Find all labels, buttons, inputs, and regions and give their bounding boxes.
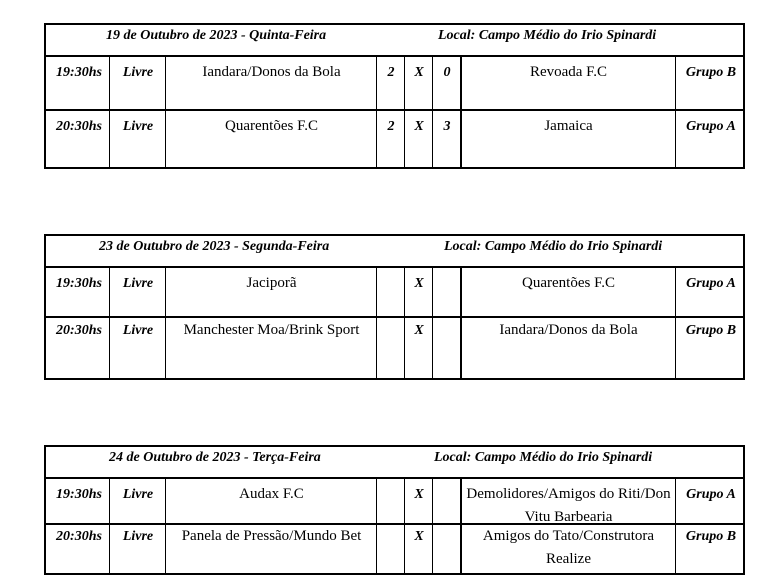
column-line: [404, 57, 405, 167]
column-line: [109, 268, 110, 378]
match-group: Grupo A: [686, 487, 736, 502]
match-category: Livre: [122, 119, 154, 134]
column-line: [165, 57, 166, 167]
home-team: Quarentões F.C: [225, 118, 318, 134]
away-team: Amigos do Tato/Construtora Realize: [482, 528, 655, 567]
column-line: [109, 479, 110, 573]
column-line: [109, 57, 110, 167]
row-divider: [46, 316, 743, 318]
versus-mark: X: [414, 65, 424, 80]
match-group: Grupo B: [685, 529, 737, 544]
home-team: Jaciporã: [246, 275, 297, 291]
column-line: [376, 57, 377, 167]
column-line: [675, 57, 676, 167]
schedule-block-3: [44, 445, 745, 575]
versus-mark: X: [414, 487, 424, 502]
match-date: 19 de Outubro de 2023 - Quinta-Feira: [106, 28, 327, 43]
home-team: Audax F.C: [239, 486, 304, 502]
home-score: 2: [387, 65, 395, 80]
away-team: Quarentões F.C: [522, 275, 615, 291]
column-line: [432, 57, 433, 167]
versus-mark: X: [414, 529, 424, 544]
away-team: Demolidores/Amigos do Riti/Don Vitu Barbearia: [466, 486, 671, 525]
match-group: Grupo B: [685, 65, 737, 80]
column-line: [376, 268, 377, 378]
block-header: [46, 447, 743, 479]
schedule-block-2: [44, 234, 745, 380]
column-line: [165, 268, 166, 378]
home-team: Manchester Moa/Brink Sport: [183, 322, 360, 338]
match-time: 20:30hs: [56, 323, 102, 338]
home-team: Panela de Pressão/Mundo Bet: [181, 528, 362, 544]
column-line: [675, 268, 676, 378]
match-date: 24 de Outubro de 2023 - Terça-Feira: [109, 450, 321, 465]
column-line: [432, 479, 433, 573]
versus-mark: X: [414, 119, 424, 134]
row-divider: [46, 109, 743, 111]
match-category: Livre: [122, 276, 154, 291]
column-line: [675, 479, 676, 573]
match-location: Local: Campo Médio do Irio Spinardi: [438, 28, 657, 43]
away-score: 0: [443, 65, 451, 80]
match-category: Livre: [122, 529, 154, 544]
away-team: Iandara/Donos da Bola: [499, 322, 638, 338]
versus-mark: X: [414, 276, 424, 291]
schedule-block-1: [44, 23, 745, 169]
match-location: Local: Campo Médio do Irio Spinardi: [444, 239, 663, 254]
home-score: 2: [387, 119, 395, 134]
match-category: Livre: [122, 487, 154, 502]
column-line: [432, 268, 433, 378]
away-score: 3: [443, 119, 451, 134]
match-location: Local: Campo Médio do Irio Spinardi: [434, 450, 653, 465]
column-line: [376, 479, 377, 573]
column-line: [404, 479, 405, 573]
match-time: 19:30hs: [56, 487, 102, 502]
match-category: Livre: [122, 323, 154, 338]
match-category: Livre: [122, 65, 154, 80]
match-time: 19:30hs: [56, 65, 102, 80]
block-header: [46, 236, 743, 268]
match-group: Grupo B: [685, 323, 737, 338]
match-date: 23 de Outubro de 2023 - Segunda-Feira: [99, 239, 330, 254]
away-team: Revoada F.C: [529, 64, 608, 80]
away-team: Jamaica: [544, 118, 593, 134]
column-line: [165, 479, 166, 573]
home-team: Iandara/Donos da Bola: [202, 64, 341, 80]
match-time: 19:30hs: [56, 276, 102, 291]
match-time: 20:30hs: [56, 529, 102, 544]
column-line: [404, 268, 405, 378]
match-time: 20:30hs: [56, 119, 102, 134]
match-group: Grupo A: [686, 276, 736, 291]
match-group: Grupo A: [686, 119, 736, 134]
versus-mark: X: [414, 323, 424, 338]
block-header: [46, 25, 743, 57]
